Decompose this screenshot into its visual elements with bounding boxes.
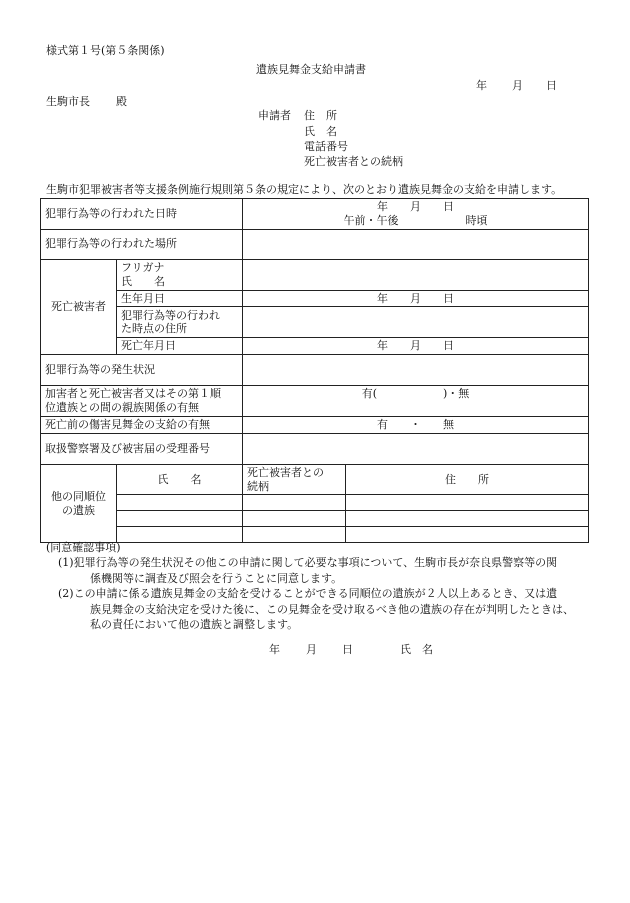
row-injury: [41, 417, 589, 434]
other-heirs-line2: の遺族: [62, 503, 95, 517]
addressee: 生駒市長: [46, 95, 90, 108]
application-form-table: [40, 198, 589, 543]
death-date-label: 死亡年月日: [117, 338, 243, 355]
address-at-time-label: [117, 307, 243, 338]
row-death-date: [41, 338, 589, 355]
table-row: [41, 495, 589, 511]
death-date-field[interactable]: 年 月 日: [243, 338, 589, 355]
birth-date-field[interactable]: 年 月 日: [243, 290, 589, 307]
heir-relation-cell[interactable]: [243, 511, 346, 527]
consent-item-2-line3: 私の責任において他の遺族と調整します。: [90, 617, 299, 631]
victim-name-label: 氏 名: [121, 274, 165, 288]
heir-name-cell[interactable]: [117, 511, 243, 527]
form-number: 様式第１号(第５条関係): [46, 44, 165, 57]
date-day-label: 日: [546, 79, 557, 92]
relation-question: [41, 386, 243, 417]
police-field[interactable]: [243, 433, 589, 464]
applicant-address-label: 住 所: [304, 109, 337, 122]
crime-date-ampm: 午前・午後: [343, 213, 399, 227]
situation-field[interactable]: [243, 355, 589, 386]
consent-item-2-line2: 族見舞金の支給決定を受けた後に、この見舞金を受け取るべき他の遺族の存在が判明したときは、: [90, 602, 574, 616]
injury-question: 死亡前の傷害見舞金の支給の有無: [41, 417, 243, 434]
consent-heading: (同意確認事項): [46, 541, 121, 554]
row-relation: [41, 386, 589, 417]
footer-month-label: 月: [306, 643, 317, 656]
heir-address-cell[interactable]: [346, 495, 589, 511]
intro-statement: 生駒市犯罪被害者等支援条例施行規則第５条の規定により、次のとおり遺族見舞金の支給を申請します。: [46, 183, 563, 196]
consent-section: [46, 540, 594, 632]
police-label: 取扱警察署及び被害届の受理番号: [41, 433, 243, 464]
relation-question-line1: 加害者と死亡被害者又はその第１順: [45, 387, 221, 401]
furigana-label: フリガナ: [121, 260, 165, 274]
relation-question-line2: 位遺族との間の親族関係の有無: [45, 401, 199, 414]
footer-name-label: 氏 名: [400, 643, 433, 656]
col-relation-line2: 続柄: [247, 479, 269, 493]
footer-day-label: 日: [342, 643, 353, 656]
consent-item-1-line2: 係機関等に調査及び照会を行うことに同意します。: [90, 571, 343, 585]
date-month-label: 月: [512, 79, 523, 92]
relation-answer[interactable]: 有( )・無: [243, 386, 589, 417]
other-heirs-label: [41, 464, 117, 543]
table-row: [41, 511, 589, 527]
consent-item-2-line1: (2)この申請に係る遺族見舞金の支給を受けることができる同順位の遺族が２人以上あるとき、又は遺: [58, 587, 558, 601]
row-birth-date: [41, 290, 589, 307]
row-situation: [41, 355, 589, 386]
crime-place-field[interactable]: [243, 229, 589, 259]
row-crime-date: [41, 199, 589, 230]
footer-year-label: 年: [269, 643, 280, 656]
other-heirs-line1: 他の同順位: [51, 489, 106, 503]
applicant-phone-label: 電話番号: [304, 140, 348, 153]
col-relation-header: [243, 464, 346, 495]
consent-item-1: [46, 555, 594, 586]
addressee-suffix: 殿: [116, 95, 127, 108]
row-police: [41, 433, 589, 464]
row-crime-place: [41, 229, 589, 259]
crime-date-label: 犯罪行為等の行われた日時: [41, 199, 243, 230]
birth-date-label: 生年月日: [117, 290, 243, 307]
victim-name-field[interactable]: [243, 259, 589, 290]
crime-date-ymd: 年 月 日: [377, 200, 454, 213]
applicant-label: 申請者: [258, 109, 291, 122]
applicant-relation-label: 死亡被害者との続柄: [304, 155, 403, 168]
consent-item-1-line1: (1)犯罪行為等の発生状況その他この申請に関して必要な事項について、生駒市長が奈良県警察等の関: [58, 556, 558, 570]
consent-item-2: [46, 586, 594, 632]
situation-label: 犯罪行為等の発生状況: [41, 355, 243, 386]
crime-date-time: 時頃: [465, 213, 488, 227]
col-address-header: 住 所: [346, 464, 589, 495]
col-relation-line1: 死亡被害者との: [247, 465, 324, 479]
heir-name-cell[interactable]: [117, 495, 243, 511]
row-victim-name: [41, 259, 589, 290]
document-title: 遺族見舞金支給申請書: [256, 63, 366, 76]
heir-relation-cell[interactable]: [243, 495, 346, 511]
address-at-time-line2: た時点の住所: [121, 322, 187, 336]
injury-answer[interactable]: 有 ・ 無: [243, 417, 589, 434]
victim-label: 死亡被害者: [41, 259, 117, 355]
crime-date-field[interactable]: [243, 199, 589, 230]
address-at-time-field[interactable]: [243, 307, 589, 338]
col-name-header: 氏 名: [117, 464, 243, 495]
crime-place-label: 犯罪行為等の行われた場所: [41, 229, 243, 259]
applicant-name-label: 氏 名: [304, 125, 337, 138]
victim-name-labels: [117, 259, 243, 290]
date-year-label: 年: [476, 79, 487, 92]
row-address-at-time: [41, 307, 589, 338]
heir-address-cell[interactable]: [346, 511, 589, 527]
row-others-header: [41, 464, 589, 495]
address-at-time-line1: 犯罪行為等の行われ: [121, 308, 220, 322]
